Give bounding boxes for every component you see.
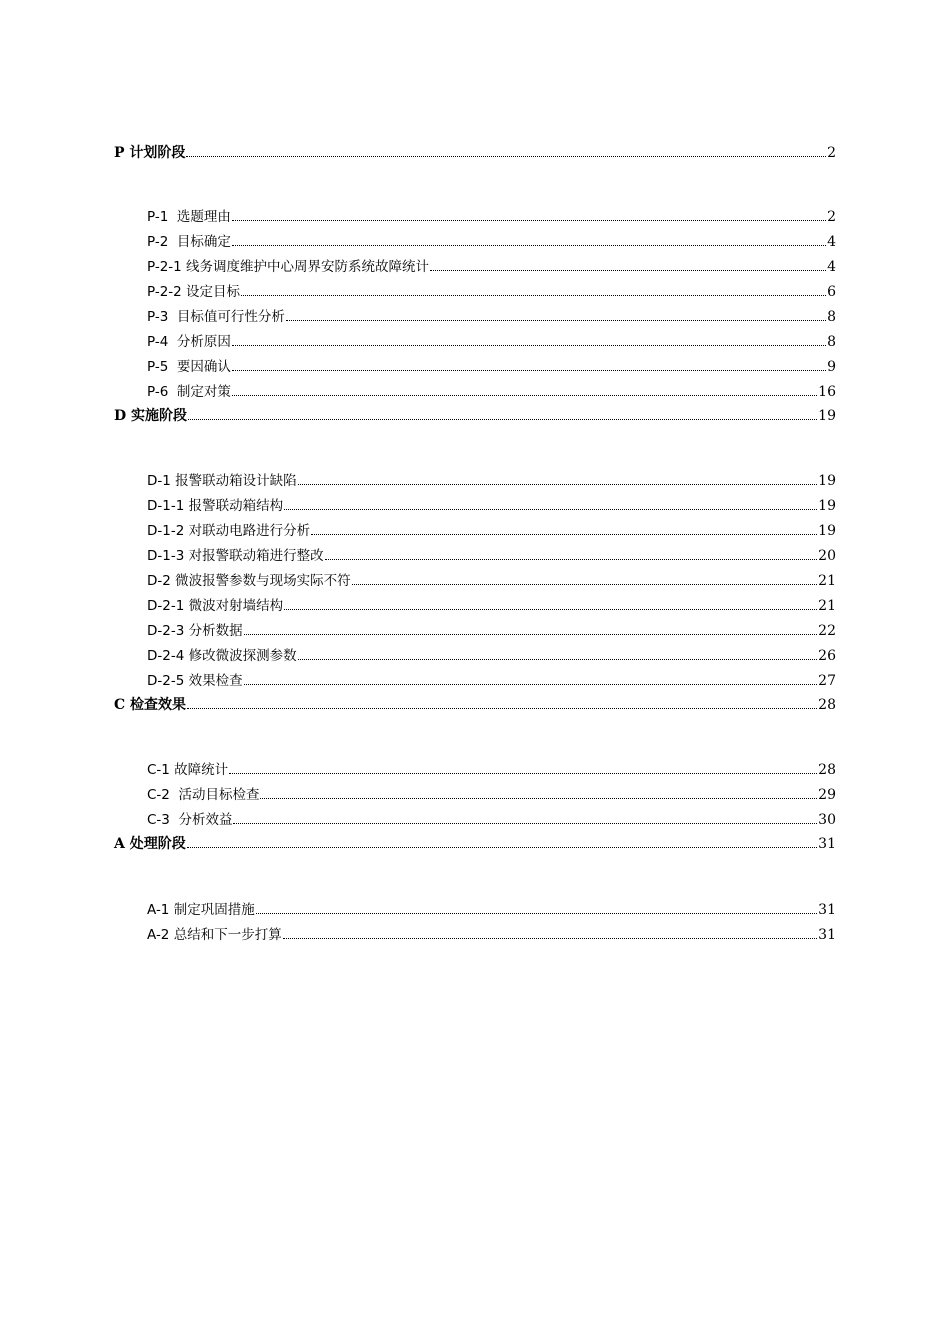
toc-label: D-1-3 对报警联动箱进行整改: [147, 548, 324, 564]
toc-label: D-2-5 效果检查: [147, 673, 243, 689]
toc-dot-leader: [325, 559, 818, 560]
toc-entry-d-2[interactable]: [0, 567, 950, 589]
toc-entry-p-1[interactable]: [0, 203, 950, 225]
toc-label: C-2 活动目标检查: [147, 787, 260, 803]
toc-dot-leader: [298, 659, 818, 660]
toc-page-number: 8: [827, 309, 836, 325]
toc-page-number: 31: [818, 927, 836, 943]
toc-entry-d-2-4[interactable]: [0, 642, 950, 664]
toc-dot-leader: [284, 509, 817, 510]
toc-dot-leader: [352, 584, 818, 585]
toc-dot-leader: [244, 634, 818, 635]
toc-page-number: 19: [818, 523, 836, 539]
toc-label: D-2-3 分析数据: [147, 623, 243, 639]
toc-page-number: 2: [827, 209, 836, 225]
toc-entry-c-2[interactable]: [0, 781, 950, 803]
toc-label: P-3 目标值可行性分析: [147, 309, 285, 325]
toc-entry-p-2-2[interactable]: [0, 278, 950, 300]
toc-label: P-6 制定对策: [147, 384, 231, 400]
toc-entry-p-2-1[interactable]: [0, 253, 950, 275]
toc-entry-d-2-1[interactable]: [0, 592, 950, 614]
toc-label: D-2 微波报警参数与现场实际不符: [147, 573, 351, 589]
toc-entry-d-1-1[interactable]: [0, 492, 950, 514]
toc-entry-d-1[interactable]: [0, 467, 950, 489]
toc-dot-leader: [241, 295, 826, 296]
toc-label: C-3 分析效益: [147, 812, 233, 828]
toc-entry-a-2[interactable]: [0, 921, 950, 943]
toc-page-number: 26: [818, 648, 836, 664]
toc-entry-d-2-5[interactable]: [0, 667, 950, 689]
toc-label: D-2-1 微波对射墙结构: [147, 598, 284, 614]
toc-dot-leader: [311, 534, 817, 535]
toc-page-number: 19: [818, 473, 836, 489]
toc-entry-d-1-3[interactable]: [0, 542, 950, 564]
toc-page-number: 31: [818, 902, 836, 918]
toc-entry-c-1[interactable]: [0, 756, 950, 778]
toc-label: A-2 总结和下一步打算: [147, 927, 282, 943]
toc-page-number: 28: [818, 697, 836, 713]
toc-page-number: 16: [818, 384, 836, 400]
toc-dot-leader: [233, 823, 817, 824]
toc-dot-leader: [187, 847, 817, 848]
toc-label: P-4 分析原因: [147, 334, 231, 350]
toc-label: P-2-2 设定目标: [147, 284, 241, 300]
toc-entry-d-1-2[interactable]: [0, 517, 950, 539]
toc-label: D-1 报警联动箱设计缺陷: [147, 473, 297, 489]
toc-page-number: 19: [818, 408, 836, 424]
toc-label: A-1 制定巩固措施: [147, 902, 255, 918]
toc-dot-leader: [286, 320, 826, 321]
toc-entry-p-plan-phase[interactable]: [0, 139, 950, 161]
toc-page-number: 6: [827, 284, 836, 300]
toc-dot-leader: [229, 773, 817, 774]
toc-label: P 计划阶段: [114, 145, 186, 161]
toc-page-number: 2: [827, 145, 836, 161]
toc-dot-leader: [188, 419, 817, 420]
toc-page-number: 22: [818, 623, 836, 639]
toc-dot-leader: [256, 913, 817, 914]
toc-label: D-1-2 对联动电路进行分析: [147, 523, 311, 539]
toc-entry-p-2[interactable]: [0, 228, 950, 250]
toc-dot-leader: [232, 370, 826, 371]
toc-page-number: 4: [827, 234, 836, 250]
toc-entry-p-6[interactable]: [0, 378, 950, 400]
toc-label: A 处理阶段: [114, 836, 186, 852]
toc-page-number: 21: [818, 573, 836, 589]
toc-page-number: 4: [827, 259, 836, 275]
toc-dot-leader: [283, 938, 817, 939]
toc-entry-a-1[interactable]: [0, 896, 950, 918]
toc-label: P-2 目标确定: [147, 234, 231, 250]
toc-entry-p-5[interactable]: [0, 353, 950, 375]
toc-page-number: 21: [818, 598, 836, 614]
toc-page-number: 28: [818, 762, 836, 778]
toc-dot-leader: [186, 156, 826, 157]
toc-entry-d-do-phase[interactable]: [0, 402, 950, 424]
toc-page-number: 9: [827, 359, 836, 375]
toc-label: D 实施阶段: [114, 408, 188, 424]
toc-label: D-1-1 报警联动箱结构: [147, 498, 284, 514]
toc-page-number: 20: [818, 548, 836, 564]
toc-page-number: 29: [818, 787, 836, 803]
toc-page-number: 31: [818, 836, 836, 852]
toc-label: P-5 要因确认: [147, 359, 231, 375]
toc-page-number: 27: [818, 673, 836, 689]
toc-dot-leader: [298, 484, 818, 485]
toc-entry-c-check-phase[interactable]: [0, 691, 950, 713]
toc-label: C 检查效果: [114, 697, 187, 713]
toc-dot-leader: [232, 395, 817, 396]
toc-dot-leader: [430, 270, 826, 271]
toc-entry-d-2-3[interactable]: [0, 617, 950, 639]
toc-page-number: 8: [827, 334, 836, 350]
toc-label: P-1 选题理由: [147, 209, 231, 225]
toc-entry-a-act-phase[interactable]: [0, 830, 950, 852]
toc-dot-leader: [232, 220, 826, 221]
toc-dot-leader: [284, 609, 817, 610]
toc-dot-leader: [260, 798, 817, 799]
toc-entry-p-4[interactable]: [0, 328, 950, 350]
toc-label: D-2-4 修改微波探测参数: [147, 648, 297, 664]
toc-entry-c-3[interactable]: [0, 806, 950, 828]
toc-dot-leader: [187, 708, 817, 709]
toc-entry-p-3[interactable]: [0, 303, 950, 325]
toc-page-number: 30: [818, 812, 836, 828]
toc-label: P-2-1 线务调度维护中心周界安防系统故障统计: [147, 259, 430, 275]
toc-dot-leader: [232, 345, 826, 346]
toc-dot-leader: [244, 684, 818, 685]
toc-page-number: 19: [818, 498, 836, 514]
toc-label: C-1 故障统计: [147, 762, 229, 778]
toc-dot-leader: [232, 245, 826, 246]
